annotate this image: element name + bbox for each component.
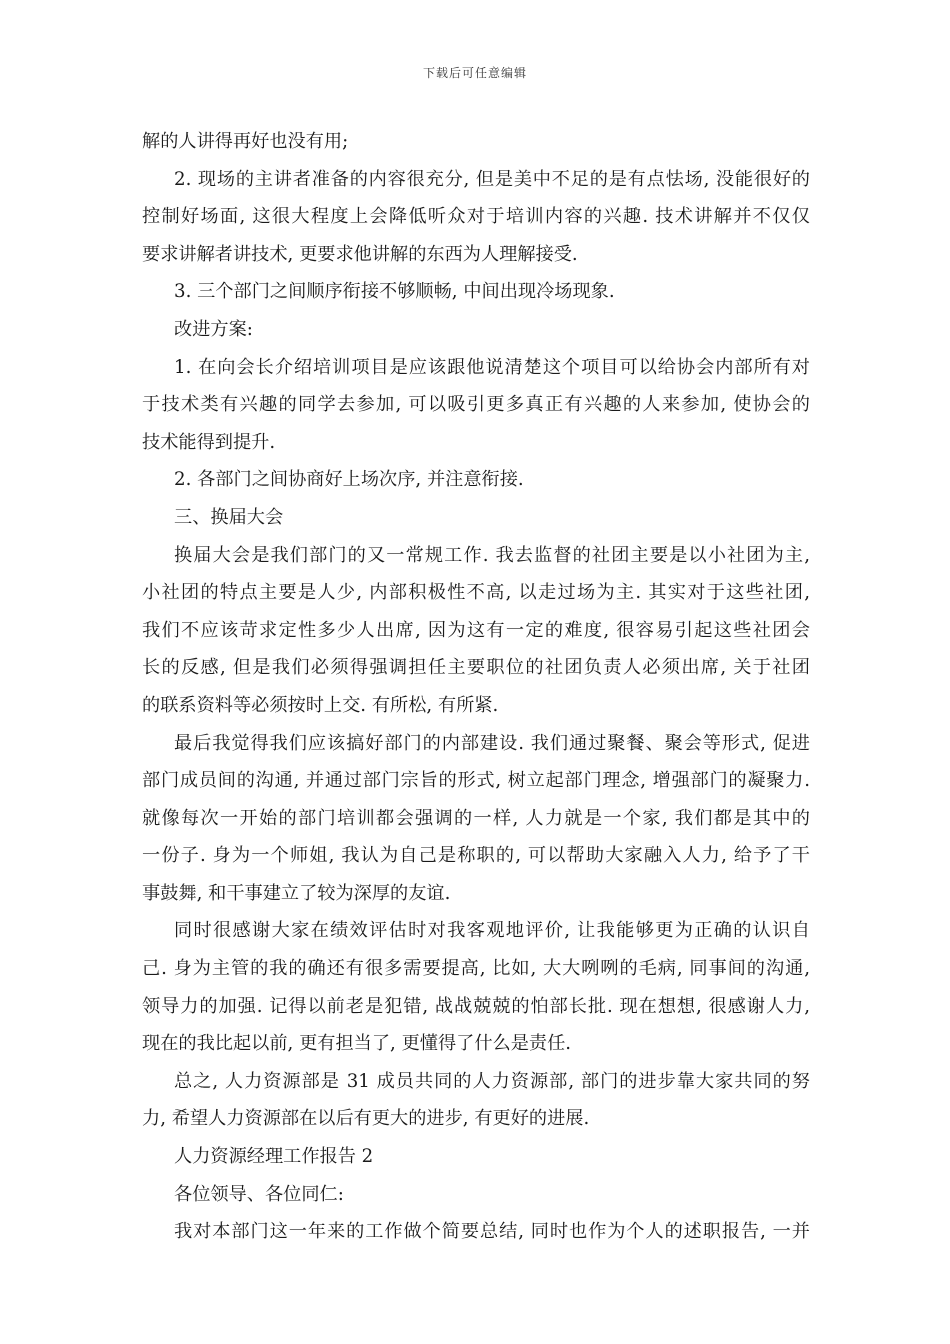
text-line: 最后我觉得我们应该搞好部门的内部建设. 我们通过聚餐、聚会等形式, 促进 (174, 732, 810, 754)
text-line: 长的反感, 但是我们必须得强调担任主要职位的社团负责人必须出席, 关于社团 (142, 657, 810, 679)
text-line: 事鼓舞, 和干事建立了较为深厚的友谊. (142, 882, 451, 904)
text-line: 2. 各部门之间协商好上场次序, 并注意衔接. (174, 469, 524, 491)
report-title: 人力资源经理工作报告 2 (174, 1146, 374, 1168)
text-line: 同时很感谢大家在绩效评估时对我客观地评价, 让我能够更为正确的认识自 (174, 920, 810, 942)
text-line: 1. 在向会长介绍培训项目是应该跟他说清楚这个项目可以给协会内部所有对 (174, 356, 810, 378)
text-line: 总之, 人力资源部是 31 成员共同的人力资源部, 部门的进步靠大家共同的努 (174, 1070, 810, 1092)
text-line: 的联系资料等必须按时上交. 有所松, 有所紧. (142, 694, 499, 716)
text-line: 现在的我比起以前, 更有担当了, 更懂得了什么是责任. (142, 1033, 572, 1055)
page-header: 下载后可任意编辑 (422, 66, 527, 80)
text-line: 领导力的加强. 记得以前老是犯错, 战战兢兢的怕部长批. 现在想想, 很感谢人力, (142, 995, 810, 1017)
salutation: 各位领导、各位同仁: (174, 1183, 344, 1205)
text-line: 我们不应该苛求定性多少人出席, 因为这有一定的难度, 很容易引起这些社团会 (142, 619, 810, 641)
text-line: 一份子. 身为一个师姐, 我认为自己是称职的, 可以帮助大家融入人力, 给予了干 (142, 845, 810, 867)
text-line: 要求讲解者讲技术, 更要求他讲解的东西为人理解接受. (142, 243, 578, 265)
text-line: 2. 现场的主讲者准备的内容很充分, 但是美中不足的是有点怯场, 没能很好的 (174, 168, 810, 190)
text-line: 控制好场面, 这很大程度上会降低听众对于培训内容的兴趣. 技术讲解并不仅仅 (142, 206, 810, 228)
text-line: 3. 三个部门之间顺序衔接不够顺畅, 中间出现冷场现象. (174, 281, 615, 303)
section-heading: 三、换届大会 (174, 506, 284, 528)
text-line: 技术能得到提升. (142, 431, 276, 453)
text-line: 部门成员间的沟通, 并通过部门宗旨的形式, 树立起部门理念, 增强部门的凝聚力. (142, 770, 810, 792)
text-line: 小社团的特点主要是人少, 内部积极性不高, 以走过场为主. 其实对于这些社团, (142, 582, 810, 604)
text-line: 我对本部门这一年来的工作做个简要总结, 同时也作为个人的述职报告, 一并 (174, 1221, 810, 1243)
text-line: 换届大会是我们部门的又一常规工作. 我去监督的社团主要是以小社团为主, (174, 544, 810, 566)
text-line: 解的人讲得再好也没有用; (142, 131, 349, 152)
text-line: 力, 希望人力资源部在以后有更大的进步, 有更好的进展. (142, 1108, 590, 1130)
document-body (142, 123, 810, 1251)
text-line: 就像每次一开始的部门培训都会强调的一样, 人力就是一个家, 我们都是其中的 (142, 807, 810, 829)
text-line: 于技术类有兴趣的同学去参加, 可以吸引更多真正有兴趣的人来参加, 使协会的 (142, 394, 810, 416)
text-line: 改进方案: (174, 318, 253, 340)
text-line: 己. 身为主管的我的确还有很多需要提高, 比如, 大大咧咧的毛病, 同事间的沟通, (142, 958, 810, 980)
